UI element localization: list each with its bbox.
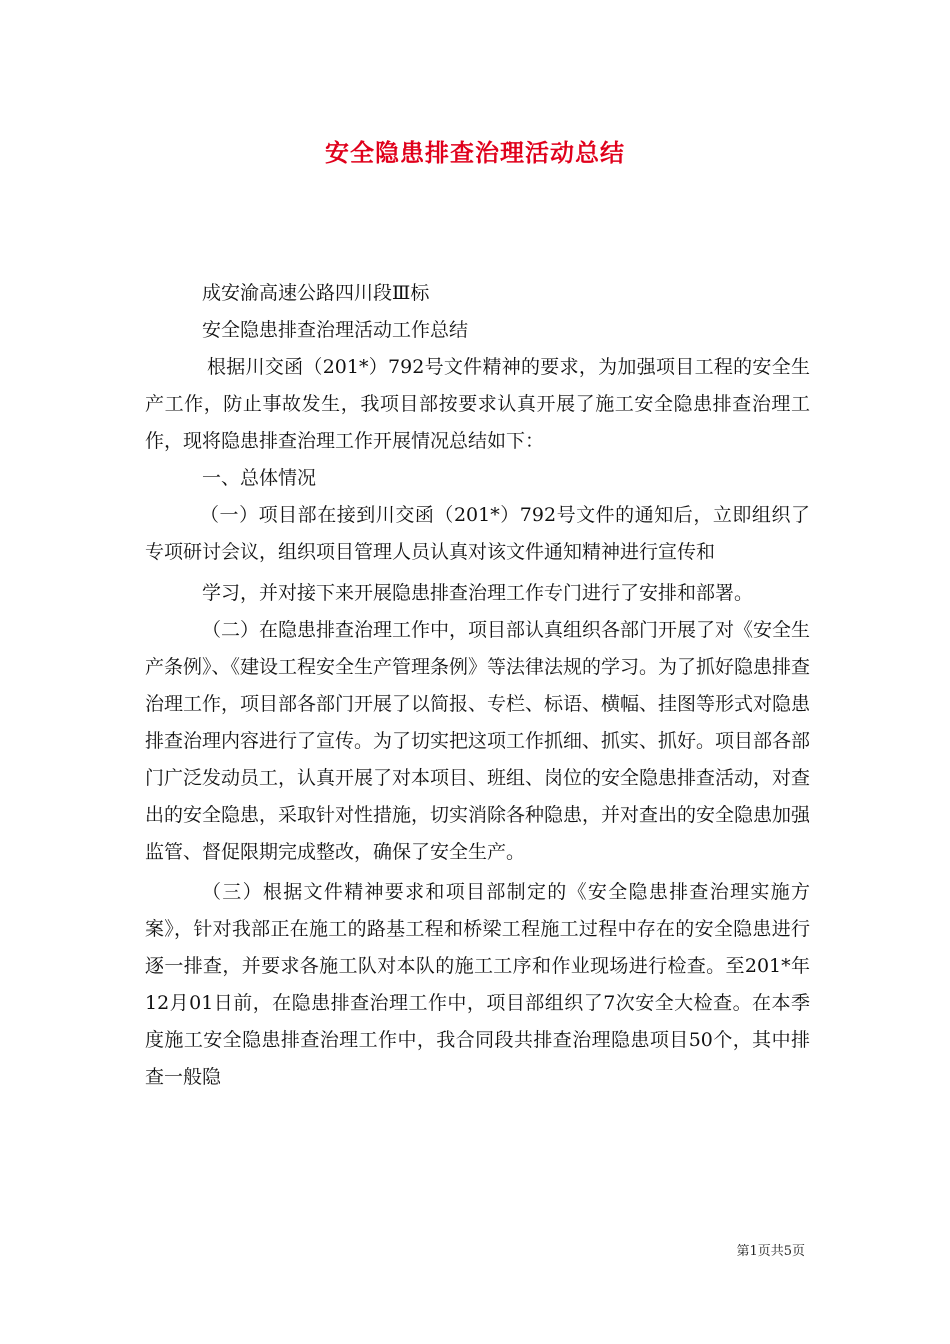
paragraph-1: （一）项目部在接到川交函（201*）792号文件的通知后，立即组织了专项研讨会议，组织项目管理人员认真对该文件通知精神进行宣传和 — [145, 504, 810, 563]
paragraph-2: （二）在隐患排查治理工作中，项目部认真组织各部门开展了对《安全生产条例》、《建设工程安全生产管理条例》等法律法规的学习。为了抓好隐患排查治理工作，项目部各部门开展了以简报、专栏、标语、横幅、挂图等形式对隐患排查治理内容进行了宣传。为了切实把这项工作抓细、抓实、抓好。项目部各部门广泛发动员工，认真开展了对本项目、班组、岗位的安全隐患排查活动，对查出的安全隐患，采取针对性措施，切实消除各种隐患，并对查出的安全隐患加强监管、督促限期完成整改，确保了安全生产。 — [145, 619, 811, 863]
section-heading: 一、总体情况 — [202, 467, 317, 489]
project-name-line: 成安渝高速公路四川段Ⅲ标 — [202, 282, 430, 304]
intro-paragraph: 根据川交函（201*）792号文件精神的要求，为加强项目工程的安全生产工作，防止事故发生，我项目部按要求认真开展了施工安全隐患排查治理工作，现将隐患排查治理工作开展情况总结如下： — [145, 356, 810, 452]
paragraph-3: （三）根据文件精神要求和项目部制定的《安全隐患排查治理实施方案》，针对我部正在施工的路基工程和桥梁工程施工过程中存在的安全隐患进行逐一排查，并要求各施工队对本队的施工工序和作业现场进行检查。至201*年12月01日前，在隐患排查治理工作中，项目部组织了7次安全大检查。在本季度施工安全隐患排查治理工作中，我合同段共排查治理隐患项目50个，其中排查一般隐 — [145, 881, 810, 1088]
page-number: 第1页共5页 — [736, 1244, 805, 1259]
paragraph-1-continued: 学习，并对接下来开展隐患排查治理工作专门进行了安排和部署。 — [202, 582, 754, 604]
subtitle-line: 安全隐患排查治理活动工作总结 — [202, 319, 469, 341]
document-title: 安全隐患排查治理活动总结 — [325, 138, 625, 167]
document-body — [145, 275, 810, 1096]
